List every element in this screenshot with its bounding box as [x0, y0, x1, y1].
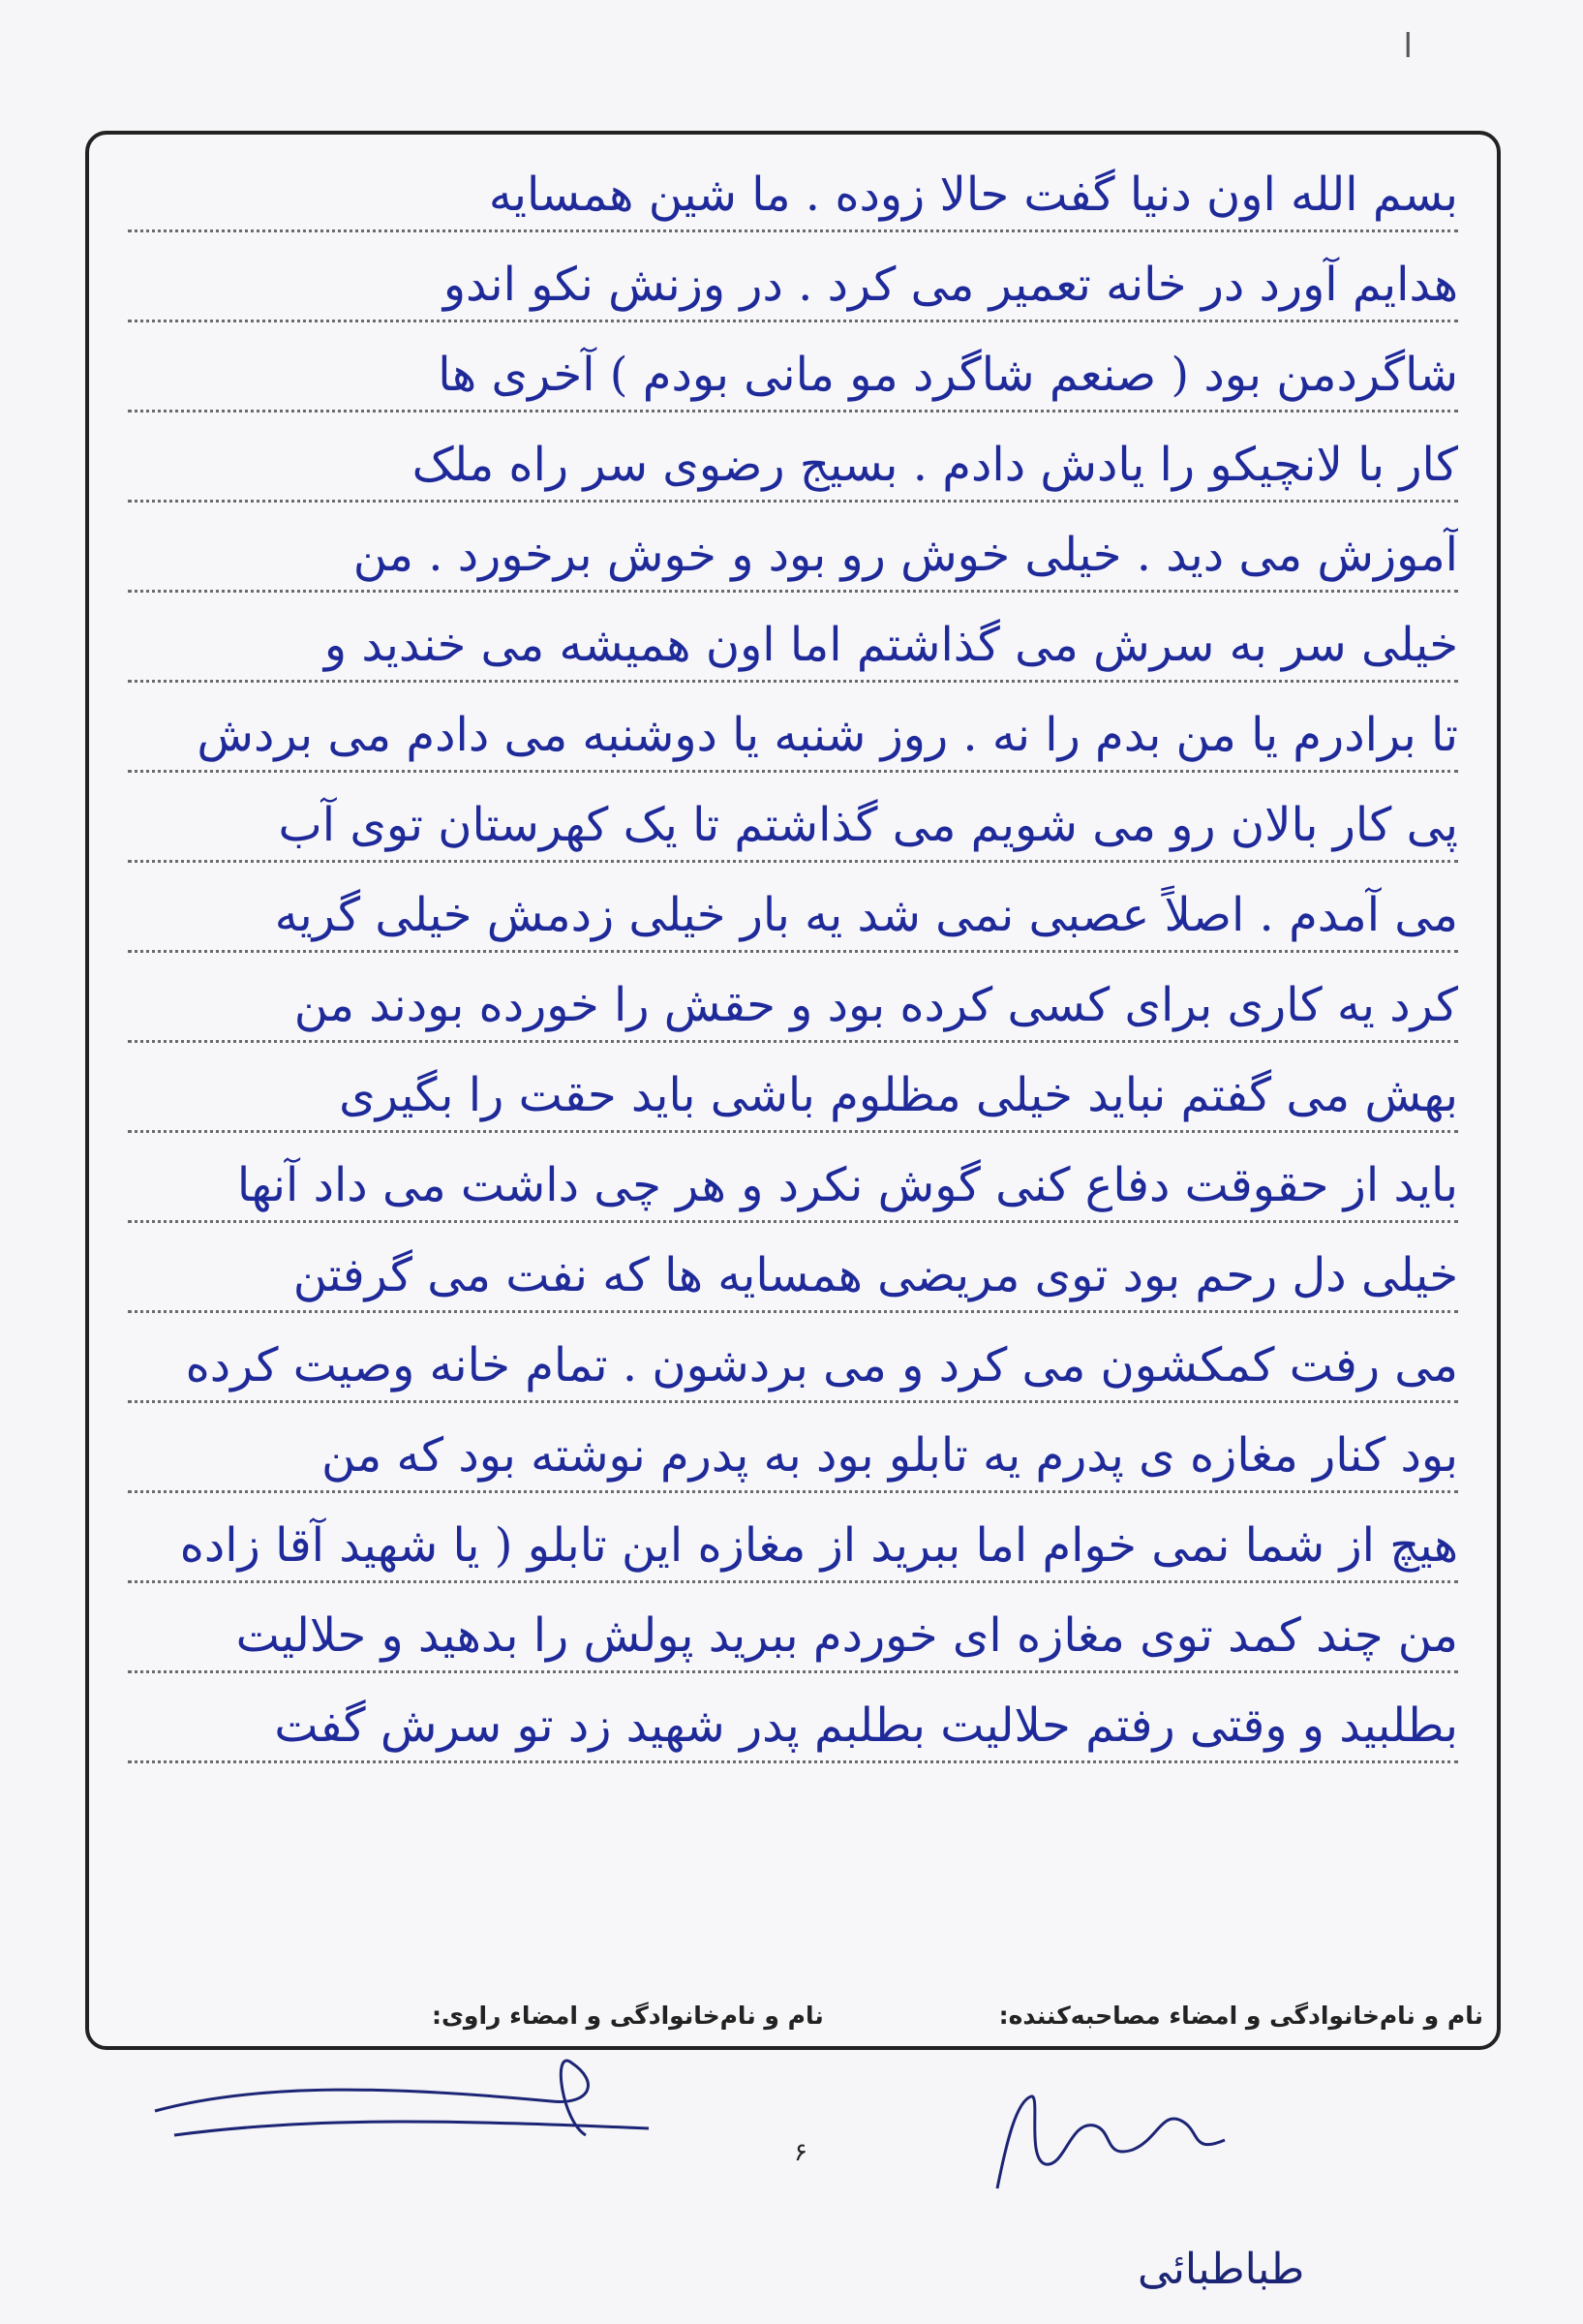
- interview-sheet-frame: [85, 131, 1501, 2050]
- handwritten-line: آموزش می دید . خیلی خوش رو بود و خوش برخورد . من: [128, 503, 1458, 593]
- handwritten-line: من چند کمد توی مغازه ای خوردم ببرید پولش را بدهید و حلالیت: [128, 1583, 1458, 1673]
- handwritten-lines: [128, 142, 1458, 1763]
- handwritten-line: کار با لانچیکو را یادش دادم . بسیج رضوی سر راه ملک: [128, 413, 1458, 503]
- signature-labels: [89, 2002, 1497, 2030]
- handwritten-line: می آمدم . اصلاً عصبی نمی شد یه بار خیلی زدمش خیلی گریه: [128, 863, 1458, 953]
- handwritten-line: باید از حقوقت دفاع کنی گوش نکرد و هر چی داشت می داد آنها: [128, 1133, 1458, 1223]
- handwritten-line: هیچ از شما نمی خوام اما ببرید از مغازه این تابلو ( یا شهید آقا زاده: [128, 1493, 1458, 1583]
- handwritten-name: طباطبائی: [1138, 2245, 1305, 2294]
- handwritten-line: بود کنار مغازه ی پدرم یه تابلو بود به پدرم نوشته بود که من: [128, 1403, 1458, 1493]
- handwritten-line: شاگردمن بود ( صنعم شاگرد مو مانی بودم ) آخری ها: [128, 322, 1458, 413]
- interviewer-signature: [988, 2082, 1239, 2198]
- interviewer-label: نام و نام‌خانوادگی و امضاء مصاحبه‌کننده:: [998, 2002, 1483, 2030]
- handwritten-line: کرد یه کاری برای کسی کرده بود و حقش را خورده بودند من: [128, 953, 1458, 1043]
- page-corner-mark: ا: [1403, 27, 1413, 66]
- handwritten-line: خیلی سر به سرش می گذاشتم اما اون همیشه می خندید و: [128, 593, 1458, 683]
- handwritten-line: بهش می گفتم نباید خیلی مظلوم باشی باید حقت را بگیری: [128, 1043, 1458, 1133]
- narrator-signature: [145, 2043, 687, 2150]
- handwritten-line: تا برادرم یا من بدم را نه . روز شنبه یا دوشنبه می دادم می بردش: [128, 683, 1458, 773]
- handwritten-line: می رفت کمکشون می کرد و می بردشون . تمام خانه وصیت کرده: [128, 1313, 1458, 1403]
- handwritten-line: هدایم آورد در خانه تعمیر می کرد . در وزنش نکو اندو: [128, 232, 1458, 322]
- handwritten-line: بسم الله اون دنیا گفت حالا زوده . ما شین همسایه: [128, 142, 1458, 232]
- handwritten-line: پی کار بالان رو می شویم می گذاشتم تا یک کهرستان توی آب: [128, 773, 1458, 863]
- handwritten-line: خیلی دل رحم بود توی مریضی همسایه ها که نفت می گرفتن: [128, 1223, 1458, 1313]
- handwritten-line: بطلبید و وقتی رفتم حلالیت بطلبم پدر شهید زد تو سرش گفت: [128, 1673, 1458, 1763]
- narrator-label: نام و نام‌خانوادگی و امضاء راوی:: [432, 2002, 824, 2030]
- page-number: ۶: [794, 2138, 807, 2167]
